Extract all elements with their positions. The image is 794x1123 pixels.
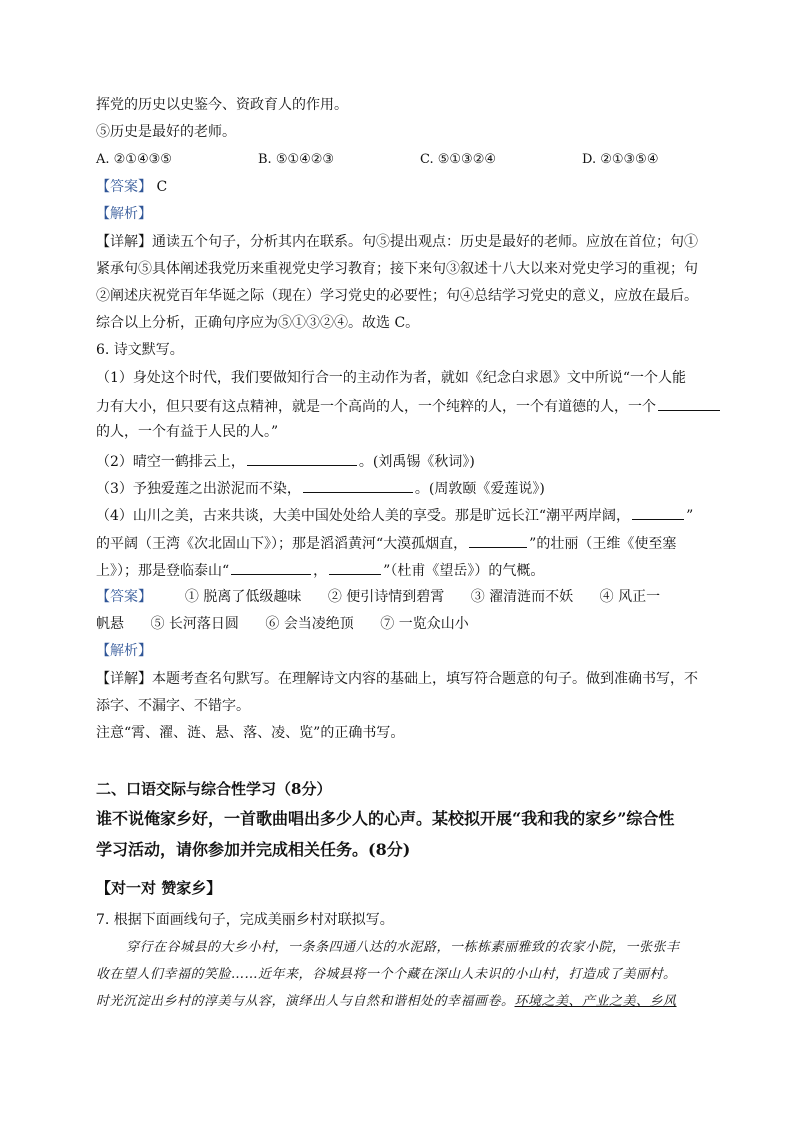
detail-line xyxy=(96,670,698,688)
section-2-title: 二、口语交际与综合性学习（8分） xyxy=(96,780,332,798)
analysis-tag: 【解析】 xyxy=(96,643,152,659)
q6-part4-text: ， xyxy=(313,563,328,579)
answer-row xyxy=(96,178,167,196)
q7-passage-line xyxy=(96,993,677,1011)
q6-part4-text: ”（杜甫《望岳》）的气概。 xyxy=(383,563,545,579)
answer-item: 帆悬 xyxy=(96,616,124,632)
q6-part2-text: （2）晴空一鹤排云上， xyxy=(96,454,245,470)
question-7-title: 7. 根据下面画线句子，完成美丽乡村对联拟写。 xyxy=(96,912,394,928)
answer-row xyxy=(96,615,491,633)
detail-line: ②阐述庆祝党百年华诞之际（现在）学习党史的必要性；句④总结学习党史的意义，应放在最后。 xyxy=(96,288,698,304)
q7-passage-line: 穿行在谷城县的大乡小村，一条条四通八达的水泥路，一栋栋素丽雅致的农家小院，一张张丰 xyxy=(126,940,680,955)
fill-blank xyxy=(303,478,413,493)
subsection-title: 【对一对 赞家乡】 xyxy=(96,879,222,897)
answer-item: ③ 濯清涟而不妖 xyxy=(470,589,574,605)
detail-line: 注意“霄、濯、涟、悬、落、凌、览”的正确书写。 xyxy=(96,725,405,741)
detail-text: 通读五个句子，分析其内在联系。句⑤提出观点：历史是最好的老师。应放在首位；句① xyxy=(152,234,698,250)
q6-part4-text: ”的壮丽（王维《使至塞 xyxy=(529,536,677,552)
section-2-intro: 谁不说俺家乡好，一首歌曲唱出多少人的心声。某校拟开展“我和我的家乡”综合性 xyxy=(96,809,675,828)
q6-part4-line xyxy=(96,560,544,580)
answer-tag: 【答案】 xyxy=(96,589,152,605)
detail-text: 本题考查名句默写。在理解诗文内容的基础上，填写符合题意的句子。做到准确书写，不 xyxy=(152,671,698,687)
q6-part1-line: （1）身处这个时代，我们要做知行合一的主动作为者，就如《纪念白求恩》文中所说“一个人能 xyxy=(96,370,687,386)
option-b: B. ⑤①④②③ xyxy=(258,152,335,167)
detail-line: 紧承句⑤具体阐述我党历来重视党史学习教育；接下来句③叙述十八大以来对党史学习的重视；句 xyxy=(96,261,698,277)
q6-part4-text: （4）山川之美，古来共谈，大美中国处处给人美的享受。那是旷远长江“潮平两岸阔， xyxy=(96,508,631,524)
answer-tag: 【答案】 xyxy=(96,179,152,195)
answer-row xyxy=(96,588,660,606)
q6-part2-source: 。(刘禹锡《秋词》) xyxy=(358,454,475,470)
question-6-title: 6. 诗文默写。 xyxy=(96,342,184,358)
q6-part4-text: ” xyxy=(686,508,694,524)
fill-blank xyxy=(231,560,311,575)
q6-part1-line xyxy=(96,396,722,416)
option-d: D. ②①③⑤④ xyxy=(582,152,659,167)
fill-blank xyxy=(469,533,527,548)
analysis-tag: 【解析】 xyxy=(96,206,152,222)
q6-part4-text: 的平阔（王湾《次北固山下》）；那是滔滔黄河“大漠孤烟直， xyxy=(96,536,468,552)
answer-item: ⑤ 长河落日圆 xyxy=(150,616,239,632)
fill-blank xyxy=(632,505,684,520)
answer-item: ⑦ 一览众山小 xyxy=(380,616,469,632)
q6-part2-line xyxy=(96,451,475,471)
text-line: 挥党的历史以史鉴今、资政育人的作用。 xyxy=(96,97,348,113)
fill-blank xyxy=(658,396,720,411)
q6-part3-source: 。(周敦颐《爱莲说》) xyxy=(414,481,545,497)
q7-passage-line: 收在望人们幸福的笑脸……近年来，谷城县将一个个藏在深山人未识的小山村，打造成了美丽村。 xyxy=(96,967,677,982)
detail-line xyxy=(96,233,698,251)
q6-part1-line: 的人，一个有益于人民的人。” xyxy=(96,424,279,440)
q6-part4-line xyxy=(96,533,676,553)
q6-part4-text: 上》）；那是登临泰山“ xyxy=(96,563,230,579)
answer-item: ④ 风正一 xyxy=(599,589,661,605)
q6-part3-line xyxy=(96,478,545,498)
section-2-intro: 学习活动，请你参加并完成相关任务。(8分) xyxy=(96,840,411,859)
detail-tag: 【详解】 xyxy=(96,671,152,687)
fill-blank xyxy=(247,451,357,466)
option-a: A. ②①④③⑤ xyxy=(96,152,172,167)
detail-line: 添字、不漏字、不错字。 xyxy=(96,698,250,714)
answer-item: ⑥ 会当凌绝顶 xyxy=(265,616,354,632)
q6-part3-text: （3）予独爱莲之出淤泥而不染， xyxy=(96,481,301,497)
q7-underlined-text: 环境之美、产业之美、乡风 xyxy=(514,994,677,1009)
q6-part4-line xyxy=(96,505,693,525)
text-line: ⑤历史是最好的老师。 xyxy=(96,124,236,140)
answer-item: ② 便引诗情到碧霄 xyxy=(327,589,445,605)
answer-value: C xyxy=(156,179,168,195)
q6-part1-text: 力有大小，但只要有这点精神，就是一个高尚的人，一个纯粹的人，一个有道德的人，一个 xyxy=(96,399,656,415)
q7-passage-text: 时光沉淀出乡村的淳美与从容，演绎出人与自然和谐相处的幸福画卷。 xyxy=(96,994,515,1009)
detail-line: 综合以上分析，正确句序应为⑤①③②④。故选 C。 xyxy=(96,315,420,331)
fill-blank xyxy=(329,560,381,575)
option-c: C. ⑤①③②④ xyxy=(420,152,497,167)
answer-item: ① 脱离了低级趣味 xyxy=(184,589,302,605)
detail-tag: 【详解】 xyxy=(96,234,152,250)
